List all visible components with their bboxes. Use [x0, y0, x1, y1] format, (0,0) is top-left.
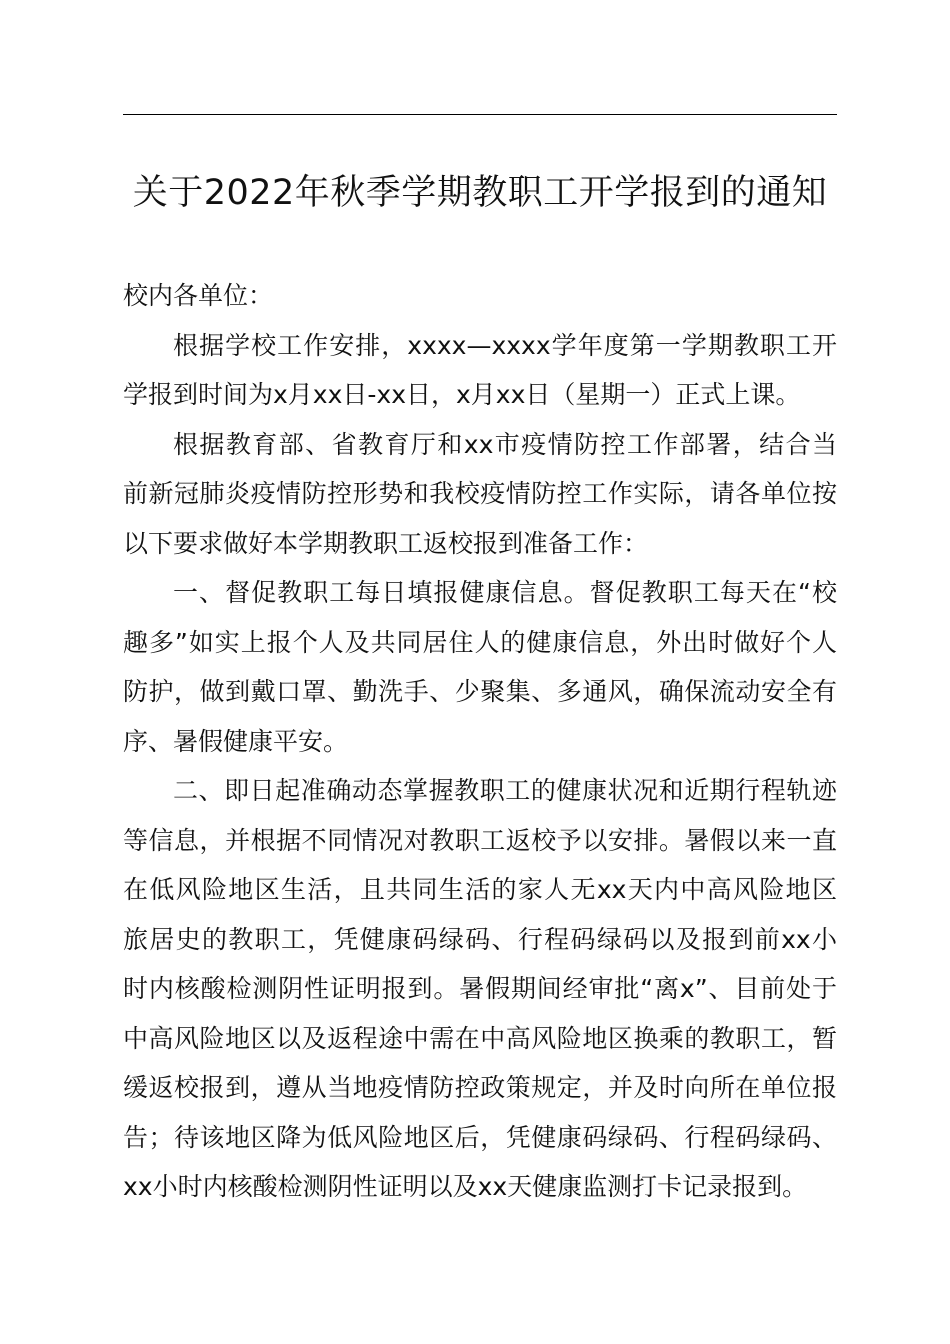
paragraph-line: 等信息，并根据不同情况对教职工返校予以安排。暑假以来一直 — [123, 825, 837, 855]
paragraph-line: 前新冠肺炎疫情防控形势和我校疫情防控工作实际，请各单位按 — [123, 479, 837, 508]
paragraph-line: 防护，做到戴口罩、勤洗手、少聚集、多通风，确保流动安全有 — [123, 677, 837, 706]
paragraph-line: 学报到时间为x月xx日-xx日，x月xx日（星期一）正式上课。 — [123, 380, 801, 409]
paragraph-line: 在低风险地区生活，且共同生活的家人无xx天内中高风险地区 — [123, 875, 837, 904]
paragraph-line: 根据学校工作安排，xxxx—xxxx学年度第一学期教职工开 — [173, 330, 837, 360]
paragraph-line: 告；待该地区降为低风险地区后，凭健康码绿码、行程码绿码、 — [123, 1122, 837, 1152]
paragraph-line: 趣多”如实上报个人及共同居住人的健康信息，外出时做好个人 — [123, 627, 837, 657]
document-title: 关于2022年秋季学期教职工开学报到的通知 — [132, 173, 828, 213]
document-body — [123, 271, 837, 1212]
paragraph-line: 二、即日起准确动态掌握教职工的健康状况和近期行程轨迹 — [173, 776, 837, 805]
salutation: 校内各单位： — [123, 281, 274, 310]
header-rule — [123, 114, 837, 115]
paragraph-line: 序、暑假健康平安。 — [123, 726, 349, 756]
paragraph-line: xx小时内核酸检测阴性证明以及xx天健康监测打卡记录报到。 — [123, 1172, 808, 1201]
paragraph-line: 旅居史的教职工，凭健康码绿码、行程码绿码以及报到前xx小 — [123, 924, 837, 954]
paragraph-line: 时内核酸检测阴性证明报到。暑假期间经审批“离x”、目前处于 — [123, 974, 837, 1003]
paragraph-line: 根据教育部、省教育厅和xx市疫情防控工作部署，结合当 — [173, 429, 837, 459]
paragraph-line: 一、督促教职工每日填报健康信息。督促教职工每天在“校 — [173, 578, 837, 607]
paragraph-line: 缓返校报到，遵从当地疫情防控政策规定，并及时向所在单位报 — [123, 1073, 837, 1102]
paragraph-line: 中高风险地区以及返程途中需在中高风险地区换乘的教职工，暂 — [123, 1023, 837, 1053]
paragraph-line: 以下要求做好本学期教职工返校报到准备工作： — [123, 528, 649, 558]
